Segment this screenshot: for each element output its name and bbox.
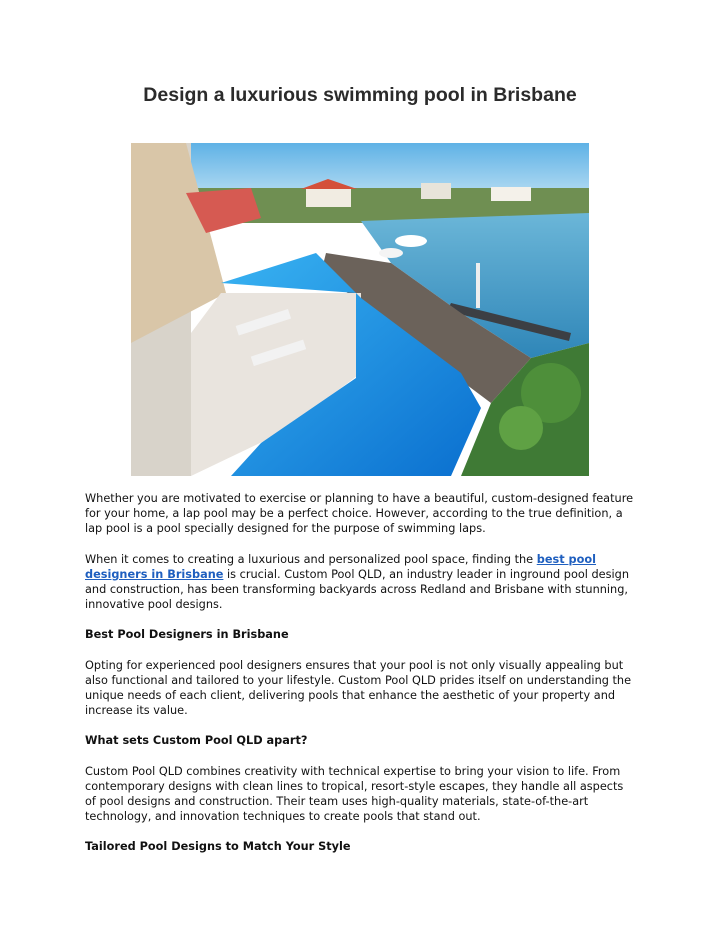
paragraph-designers-text-before: When it comes to creating a luxurious and personalized pool space, finding the — [85, 552, 537, 566]
page-title: Design a luxurious swimming pool in Brisbane — [143, 84, 577, 106]
paragraph-intro: Whether you are motivated to exercise or planning to have a beautiful, custom-designed feature for your home, a lap pool may be a perfect choice. However, according to the true definition, a lap pool is a pool specially designed for the purpose of swimming laps. — [85, 492, 634, 536]
paragraph-designers — [85, 552, 637, 613]
pool-photo — [131, 143, 589, 476]
heading-what-sets-apart: What sets Custom Pool QLD apart? — [85, 734, 308, 748]
best-pool-designers-link[interactable]: best pool designers in Brisbane — [85, 552, 597, 581]
paragraph-creativity: Custom Pool QLD combines creativity with technical expertise to bring your vision to life. From contemporary designs with clean lines to tropical, resort-style escapes, they handle all aspects of pool designs and construction. Their team uses high-quality materials, state-of-the-art technology, and innovation techniques to create pools that stand out. — [85, 764, 624, 824]
paragraph-designers-text-after: is crucial. Custom Pool QLD, an industry leader in inground pool design and construction, has been transforming backyards across Redland and Brisbane with stunning, innovative pool designs. — [85, 567, 629, 612]
heading-best-pool-designers: Best Pool Designers in Brisbane — [85, 628, 289, 642]
heading-tailored-designs: Tailored Pool Designs to Match Your Style — [85, 840, 351, 854]
article-body — [85, 491, 637, 870]
paragraph-experienced-designers: Opting for experienced pool designers ensures that your pool is not only visually appealing but also functional and tailored to your lifestyle. Custom Pool QLD prides itself on understanding the unique needs of each client, delivering pools that enhance the aesthetic of your property and increase its value. — [85, 658, 632, 718]
pool-photo-illustration — [131, 143, 589, 476]
